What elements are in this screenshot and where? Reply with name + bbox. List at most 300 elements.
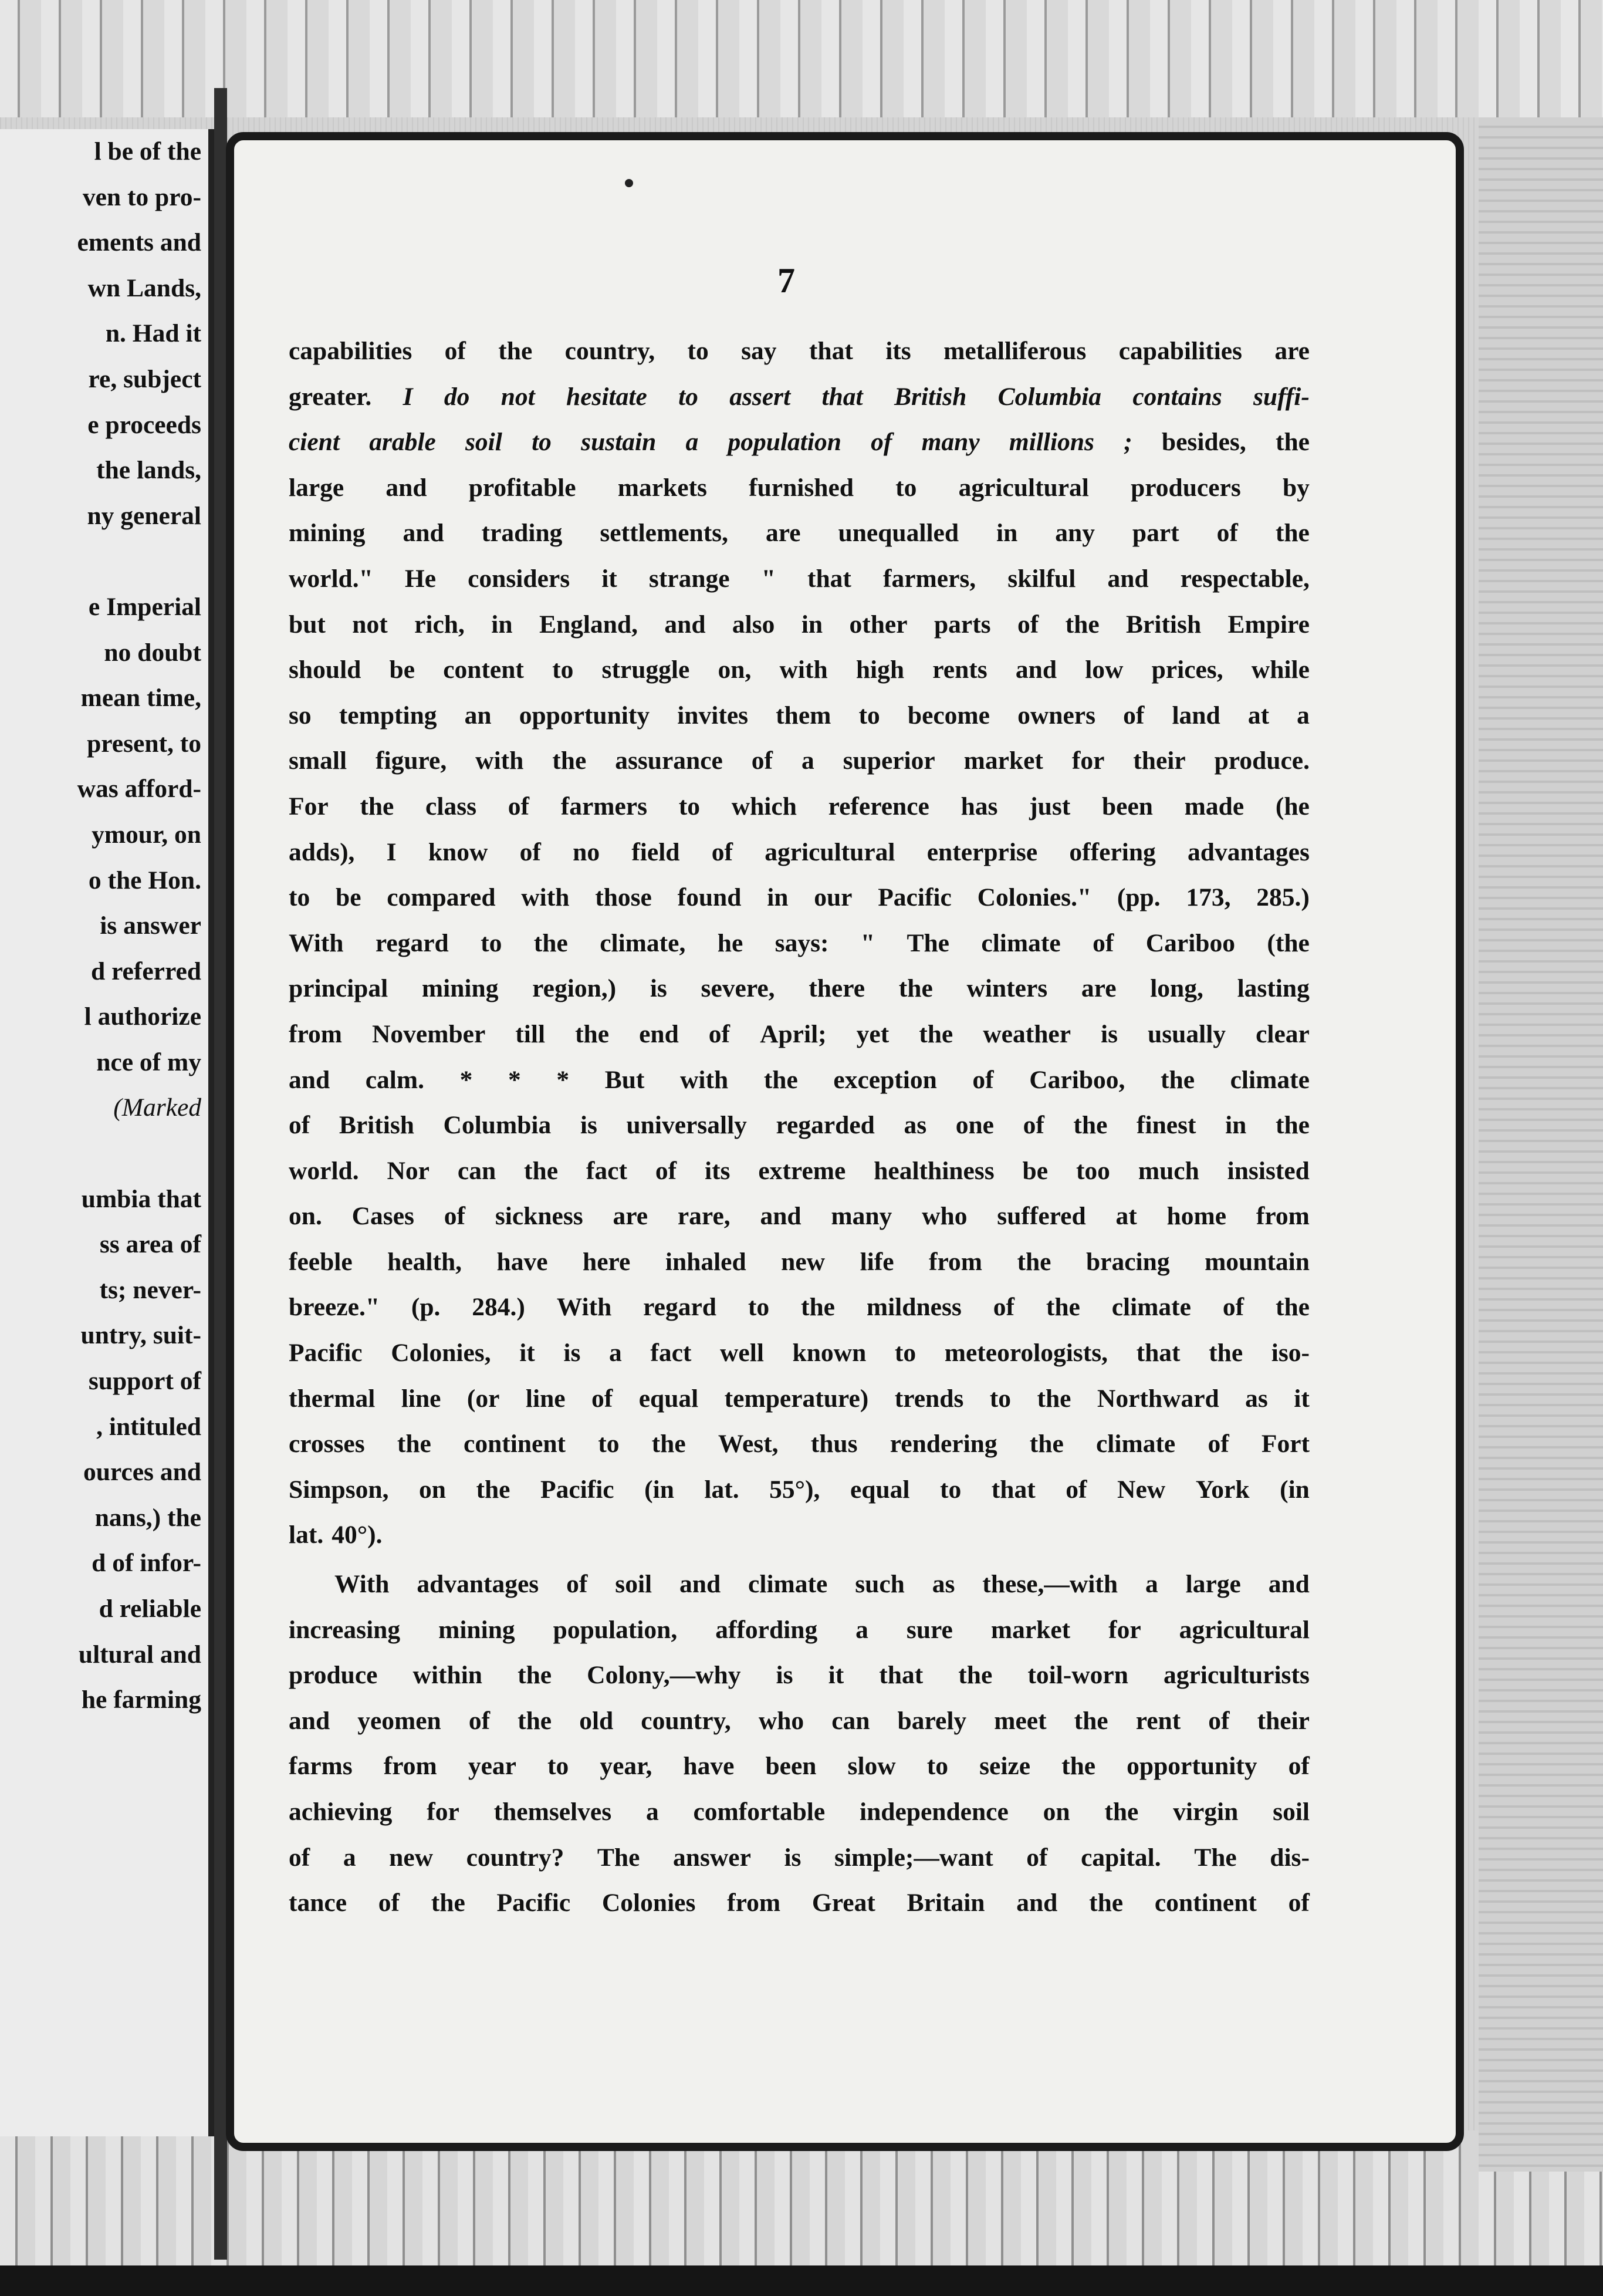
- word: that: [807, 564, 851, 593]
- word: field: [631, 838, 680, 866]
- word: have: [496, 1247, 548, 1276]
- word: and: [679, 1570, 721, 1599]
- word: country?: [466, 1843, 564, 1872]
- word: new: [389, 1843, 434, 1872]
- word: just: [1029, 792, 1071, 821]
- word: Empire: [1227, 610, 1310, 639]
- word: principal: [289, 974, 388, 1003]
- word: climate: [981, 928, 1061, 957]
- word: considers: [468, 564, 570, 593]
- word: their: [1133, 747, 1186, 775]
- word: the: [1104, 1798, 1139, 1826]
- left-text-line: nans,) the: [94, 1503, 201, 1532]
- word: and: [664, 610, 706, 639]
- word: and: [1016, 1889, 1058, 1917]
- word: 173,: [1186, 883, 1231, 912]
- word: (in: [644, 1475, 674, 1504]
- word: on: [418, 1475, 446, 1504]
- word: *: [508, 1065, 521, 1094]
- word: the: [1037, 1384, 1071, 1413]
- word: mining: [438, 1615, 515, 1644]
- word: comfortable: [693, 1798, 826, 1826]
- word: in: [801, 610, 823, 639]
- word: in: [491, 610, 513, 639]
- word: producers: [1131, 473, 1241, 502]
- word: the: [763, 1065, 798, 1094]
- word: With: [556, 1293, 612, 1322]
- word: British: [894, 382, 967, 411]
- word: other: [849, 610, 908, 639]
- text-line: [289, 556, 1310, 602]
- word: country,: [564, 337, 655, 365]
- word: assurance: [615, 747, 723, 775]
- word: on: [1043, 1798, 1070, 1826]
- word: to: [547, 1752, 569, 1781]
- word: Colonies.": [977, 883, 1092, 912]
- word: it: [1294, 1384, 1310, 1413]
- word: (the: [1267, 928, 1310, 957]
- word: November: [372, 1019, 486, 1048]
- left-text-line: re, subject: [88, 364, 201, 393]
- word: a: [801, 747, 814, 775]
- left-text-line: d referred: [90, 957, 201, 985]
- word: *: [459, 1065, 473, 1094]
- word: thus: [810, 1430, 858, 1458]
- word: New: [1117, 1475, 1166, 1504]
- word: the: [1275, 1293, 1310, 1322]
- word: them: [776, 701, 831, 730]
- word: population: [728, 428, 841, 457]
- word: feeble: [289, 1247, 353, 1276]
- word: yeomen: [357, 1706, 441, 1735]
- word: is: [563, 1339, 581, 1368]
- left-text-line: ny general: [87, 501, 201, 530]
- word: of: [993, 1293, 1014, 1322]
- word: independence: [859, 1798, 1009, 1826]
- word: regard: [643, 1293, 716, 1322]
- word: finest: [1137, 1111, 1196, 1140]
- word: at: [1115, 1202, 1137, 1231]
- left-text-line: is answer: [100, 911, 201, 940]
- left-text-line: ts; never-: [99, 1275, 201, 1304]
- word: the: [524, 1156, 559, 1185]
- word: rich,: [414, 610, 465, 639]
- left-text-line: untry, suit-: [80, 1321, 201, 1350]
- word: much: [1138, 1156, 1199, 1185]
- word: is: [580, 1111, 597, 1140]
- word: With: [334, 1570, 390, 1599]
- word: of: [289, 1843, 310, 1872]
- word: who: [758, 1706, 804, 1735]
- word: agriculturists: [1164, 1661, 1310, 1690]
- left-text-line: mean time,: [80, 684, 201, 713]
- word: farms: [289, 1752, 353, 1781]
- word: thermal: [289, 1384, 376, 1413]
- word: crosses: [289, 1430, 365, 1458]
- text-line: [289, 784, 1310, 830]
- word: profitable: [468, 473, 576, 502]
- text-line: [289, 966, 1310, 1012]
- word: part: [1132, 519, 1179, 548]
- word: are: [1081, 974, 1117, 1003]
- word: with: [779, 656, 828, 684]
- left-text-line: n. Had it: [105, 319, 201, 348]
- text-line: [289, 511, 1310, 556]
- word: suffi-: [1253, 382, 1310, 411]
- word: fact: [650, 1339, 692, 1368]
- word: in: [996, 519, 1018, 548]
- word: the: [1089, 1889, 1124, 1917]
- word: bracing: [1085, 1247, 1170, 1276]
- text-line: [289, 1194, 1310, 1240]
- word: (he: [1275, 792, 1310, 821]
- word: continent: [1154, 1889, 1257, 1917]
- word: England,: [539, 610, 638, 639]
- left-page: [0, 129, 214, 2136]
- word: yet: [856, 1019, 890, 1048]
- word: the: [518, 1706, 552, 1735]
- left-text-line: e Imperial: [88, 592, 201, 621]
- word: the: [651, 1430, 686, 1458]
- word: Pacific: [496, 1889, 571, 1917]
- text-line: [289, 1149, 1310, 1194]
- word: at: [1247, 701, 1270, 730]
- word: agricultural: [1179, 1615, 1310, 1644]
- word: healthiness: [874, 1156, 995, 1185]
- word: suffered: [997, 1202, 1086, 1231]
- word: become: [907, 701, 990, 730]
- word: which: [731, 792, 797, 821]
- word: Pacific: [878, 883, 952, 912]
- word: increasing: [289, 1615, 401, 1644]
- word: Colonies,: [391, 1339, 491, 1368]
- text-line: [289, 1285, 1310, 1331]
- word: assert: [729, 382, 791, 411]
- word: till: [515, 1019, 546, 1048]
- word: Fort: [1261, 1430, 1310, 1458]
- word: opportunity: [519, 701, 650, 730]
- word: should: [289, 656, 361, 684]
- left-text-line: umbia that: [81, 1184, 201, 1213]
- text-line: [289, 1653, 1310, 1699]
- word: of: [871, 428, 892, 457]
- word: of: [1026, 1843, 1048, 1872]
- word: 55°),: [769, 1475, 820, 1504]
- word: the: [575, 1019, 610, 1048]
- word: from: [383, 1752, 437, 1781]
- text-line: [289, 602, 1310, 648]
- word: (pp.: [1117, 883, 1161, 912]
- word: the: [1074, 1706, 1108, 1735]
- word: lasting: [1237, 974, 1310, 1003]
- word: the: [958, 1661, 993, 1690]
- left-page-text: [8, 129, 201, 1723]
- word: mining: [289, 519, 366, 548]
- word: that: [821, 382, 863, 411]
- word: The: [597, 1843, 640, 1872]
- word: tance: [289, 1889, 347, 1917]
- word: for: [1071, 747, 1105, 775]
- word: to: [678, 382, 698, 411]
- word: to: [748, 1293, 770, 1322]
- word: ": [860, 928, 875, 957]
- word: unequalled: [838, 519, 959, 548]
- word: to: [552, 656, 574, 684]
- left-text-line: ven to pro-: [82, 183, 201, 211]
- word: tempting: [339, 701, 437, 730]
- text-line: [289, 1058, 1310, 1103]
- word: I: [403, 382, 413, 411]
- word: slow: [847, 1752, 896, 1781]
- word: regarded: [776, 1111, 875, 1140]
- word: Britain: [907, 1889, 985, 1917]
- word: small: [289, 747, 347, 775]
- left-text-line: present, to: [87, 729, 201, 758]
- text-line: [289, 921, 1310, 967]
- word: has: [961, 792, 998, 821]
- word: here: [583, 1247, 631, 1276]
- text-line: [289, 1562, 1310, 1608]
- word: the: [919, 1019, 953, 1048]
- word: end: [639, 1019, 679, 1048]
- text-line: [289, 1835, 1310, 1881]
- word: simple;—want: [834, 1843, 993, 1872]
- word: there: [809, 974, 865, 1003]
- word: he: [717, 928, 743, 957]
- word: high: [855, 656, 905, 684]
- word: metalliferous: [943, 337, 1087, 365]
- word: the: [1161, 1065, 1195, 1094]
- word: rare,: [677, 1202, 731, 1231]
- left-text-line: ultural and: [78, 1640, 201, 1669]
- text-line: [289, 1467, 1310, 1513]
- word: made: [1184, 792, 1244, 821]
- word: continent: [464, 1430, 566, 1458]
- word: temperature): [724, 1384, 869, 1413]
- word: year: [468, 1752, 516, 1781]
- word: Cariboo: [1145, 928, 1235, 957]
- left-text-line: ymour, on: [92, 820, 201, 849]
- word: sustain: [581, 428, 657, 457]
- word: to: [532, 428, 552, 457]
- word: many: [921, 428, 980, 457]
- word: furnished: [749, 473, 854, 502]
- word: toil-worn: [1027, 1661, 1128, 1690]
- word: of: [378, 1889, 400, 1917]
- word: the: [1275, 1111, 1310, 1140]
- word: class: [425, 792, 477, 821]
- word: Cariboo,: [1029, 1065, 1125, 1094]
- word: But: [604, 1065, 645, 1094]
- word: ;: [1124, 428, 1132, 457]
- word: who: [922, 1202, 968, 1231]
- word: of: [468, 1706, 491, 1735]
- word: The: [907, 928, 949, 957]
- word: of: [655, 1156, 677, 1185]
- text-line: [289, 875, 1310, 921]
- word: of: [289, 1111, 310, 1140]
- word: for: [427, 1798, 459, 1826]
- word: in: [1225, 1111, 1247, 1140]
- word: owners: [1017, 701, 1095, 730]
- word: from: [289, 1019, 342, 1048]
- word: fact: [586, 1156, 627, 1185]
- text-line: [289, 1331, 1310, 1376]
- word: from: [929, 1247, 983, 1276]
- word: of: [1017, 610, 1039, 639]
- word: to: [858, 701, 880, 730]
- word: I: [386, 838, 397, 866]
- word: a: [645, 1798, 659, 1826]
- word: is: [776, 1661, 793, 1690]
- word: trends: [894, 1384, 964, 1413]
- word: April;: [760, 1019, 827, 1048]
- word: of: [1023, 1111, 1044, 1140]
- word: be: [389, 656, 415, 684]
- word: rendering: [890, 1430, 997, 1458]
- word: farmers: [560, 792, 648, 821]
- word: the: [1029, 1430, 1064, 1458]
- word: of: [972, 1065, 994, 1094]
- word: opportunity: [1127, 1752, 1257, 1781]
- right-scan-margin: [1479, 117, 1603, 2172]
- text-line: [289, 1608, 1310, 1653]
- word: For: [289, 792, 329, 821]
- word: the: [1275, 428, 1310, 457]
- word: and: [289, 1706, 330, 1735]
- word: by: [1282, 473, 1310, 502]
- text-line: [289, 1880, 1310, 1926]
- word: the: [552, 747, 587, 775]
- word: to: [895, 473, 917, 502]
- word: of: [1216, 519, 1238, 548]
- word: Pacific: [540, 1475, 614, 1504]
- word: themselves: [493, 1798, 612, 1826]
- word: offering: [1069, 838, 1156, 866]
- word: is: [1101, 1019, 1118, 1048]
- word: of: [751, 747, 773, 775]
- word: any: [1055, 519, 1095, 548]
- word: and: [385, 473, 427, 502]
- word: winters: [966, 974, 1048, 1003]
- text-line: [289, 1744, 1310, 1789]
- text-line: [289, 1789, 1310, 1835]
- word: clear: [1256, 1019, 1310, 1048]
- word: soil: [615, 1570, 652, 1599]
- word: produce.: [1214, 747, 1310, 775]
- word: a: [1297, 701, 1310, 730]
- word: lat.: [704, 1475, 739, 1504]
- word: of: [1208, 1706, 1230, 1735]
- text-line: [289, 374, 1310, 420]
- word: climate: [1111, 1293, 1191, 1322]
- word: to: [598, 1430, 620, 1458]
- word: say: [741, 337, 777, 365]
- word: to: [894, 1339, 917, 1368]
- word: millions: [1009, 428, 1094, 457]
- word: capital.: [1081, 1843, 1161, 1872]
- word: and: [760, 1202, 801, 1231]
- word: superior: [843, 747, 935, 775]
- word: our: [814, 883, 853, 912]
- word: climate: [1230, 1065, 1310, 1094]
- word: the: [518, 1661, 552, 1690]
- word: equal: [850, 1475, 910, 1504]
- word: the: [431, 1889, 465, 1917]
- word: no: [573, 838, 600, 866]
- word: the: [800, 1293, 835, 1322]
- word: can: [457, 1156, 496, 1185]
- word: to: [289, 883, 310, 912]
- text-line: [289, 329, 1310, 374]
- word: with: [521, 883, 570, 912]
- word: sure: [906, 1615, 953, 1644]
- word: calm.: [365, 1065, 425, 1094]
- word: be: [336, 883, 361, 912]
- word: Great: [811, 1889, 875, 1917]
- word: *: [556, 1065, 570, 1094]
- word: content: [443, 656, 524, 684]
- left-text-line: l be of the: [94, 137, 201, 166]
- word: old: [579, 1706, 614, 1735]
- word: one: [955, 1111, 994, 1140]
- word: region,): [532, 974, 617, 1003]
- word: a: [1145, 1570, 1158, 1599]
- scan-bottom-edge: [0, 2265, 1603, 2296]
- word: world.": [289, 564, 373, 593]
- word: been: [765, 1752, 817, 1781]
- text-line: [289, 1240, 1310, 1285]
- word: seize: [979, 1752, 1031, 1781]
- left-text-line: d reliable: [99, 1595, 201, 1623]
- text-line: [289, 738, 1310, 784]
- word: the: [533, 928, 568, 957]
- word: settlements,: [600, 519, 728, 548]
- word: Simpson,: [289, 1475, 389, 1504]
- word: the: [476, 1475, 510, 1504]
- word: Cases: [351, 1202, 414, 1231]
- word: the: [1275, 519, 1310, 548]
- text-line: [289, 693, 1310, 739]
- word: world.: [289, 1156, 359, 1185]
- word: it: [519, 1339, 535, 1368]
- left-paragraph-gap: [8, 539, 201, 585]
- word: for: [1108, 1615, 1141, 1644]
- word: is: [784, 1843, 801, 1872]
- word: meet: [994, 1706, 1047, 1735]
- text-line: [289, 420, 1310, 465]
- word: these,—with: [982, 1570, 1118, 1599]
- word: low: [1085, 656, 1124, 684]
- word: as: [1245, 1384, 1268, 1413]
- word: produce: [289, 1661, 378, 1690]
- word: and: [1015, 656, 1057, 684]
- word: are: [1274, 337, 1310, 365]
- word: rent: [1135, 1706, 1181, 1735]
- word: weather: [983, 1019, 1071, 1048]
- word: The: [1194, 1843, 1237, 1872]
- word: it: [828, 1661, 844, 1690]
- word: mountain: [1205, 1247, 1310, 1276]
- word: year,: [600, 1752, 652, 1781]
- word: achieving: [289, 1798, 393, 1826]
- left-text-line: o the Hon.: [88, 866, 201, 894]
- word: large: [1185, 1570, 1241, 1599]
- word: in: [767, 883, 789, 912]
- word: have: [683, 1752, 735, 1781]
- word: extreme: [758, 1156, 846, 1185]
- word: (p.: [411, 1293, 441, 1322]
